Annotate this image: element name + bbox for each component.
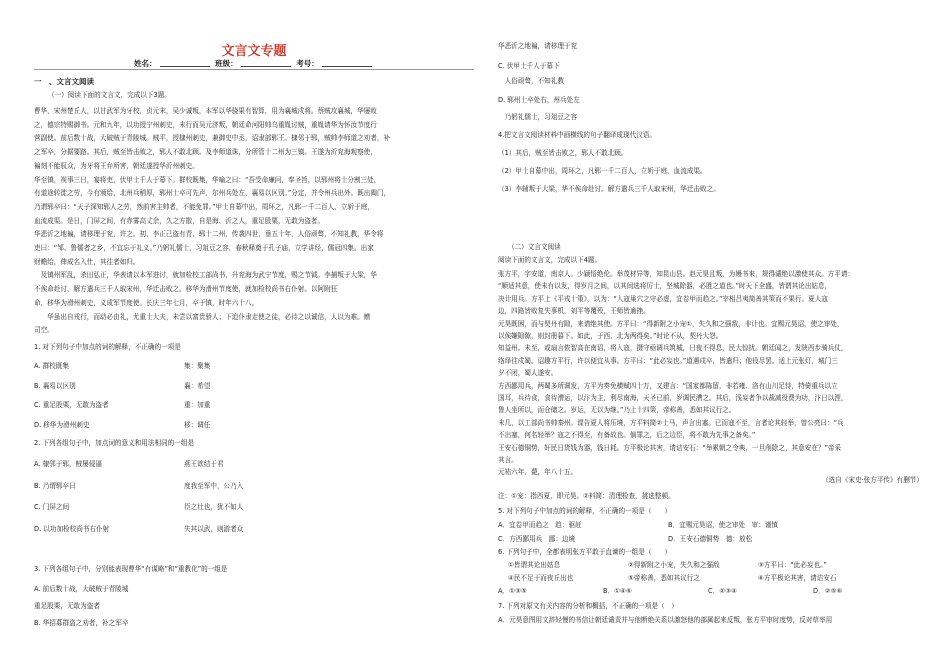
passage-line: 络绎往戍蜀。诏趣方平行，许以便宜从事。方平曰：“此必妄也。”道遇戍卒，皆遣归；他役尽罢。适上元张灯，城门三 [498, 356, 838, 365]
passage-line: 有道途转徙之劳，今有颁给，北州兵稍厚，郓州士卒可先声，尔州兵处左，襄易以区别。”分定，并令州兵出外。既出阖门， [34, 189, 391, 198]
text-line: （3）李辅叛于大梁，华不俟命赴讨。解方遣兵三千人取宋州，华迁击败之。 [498, 185, 720, 193]
answer-choice: B．①④⑥ [603, 587, 632, 595]
passage-line: 未几，以工部尚书帅秦州。谍告夏人将压境，方平料简②士马，声言出塞。已而寇不至，言者论其轻举，曾公亮曰：“兵 [498, 418, 844, 427]
option-right: 集：聚集 [184, 362, 211, 370]
text-line: （1）其后，贼至皆击败之，郓人不敢北顾。 [498, 149, 628, 157]
question-3-line: 重足股栗，无敢为盗者 [34, 602, 100, 610]
passage-line: 夕不闭，蜀人遂安。 [498, 369, 558, 378]
text-line: （2）甲士自幕中出，周环之，凡郓一千二百人，立斩于庭，血流成渠。 [498, 167, 707, 175]
section-heading: 一 、文言文阅读 [34, 77, 94, 86]
question-6-stem: 6. 下列句子中，全都表明张方平敢于直谏的一组是（ ） [498, 548, 672, 556]
passage-line: 决计用兵。方平上《平戎十策》，以为：“入寇巢穴之守必虚，宜卷甲而趋之。”宰相吕夷简善其策而不果行。夏人寇 [498, 294, 828, 303]
passage-line: 国耳，兵待食，食待漕运，以汴为主，利尽南海，天圣已前，岁调民漕之。其后，浅妄者争以裁减役费为功，汴日以湮， [498, 394, 848, 402]
answer-choice: A．①③⑤ [498, 587, 527, 595]
option-left: D. 以功加检校尚书右仆射 [34, 524, 110, 533]
option-left: B. 乃谓郓卒曰 [34, 481, 76, 490]
passage-line: 不俟命赴讨，解方遣兵三千人取宋州，华迁击败之。移华为滑州节度使，就加检校尚书右仆射。以阿附狂 [34, 285, 338, 294]
passage-line: 财赡给，俾成名入仕，其往者如归。 [34, 257, 140, 266]
option-right: 襄：希望 [184, 381, 211, 390]
question-2-stem: 2. 下列各组句子中，加点词的意义和用法相同的一组是 [34, 439, 195, 447]
class-label: 班级： [215, 59, 238, 68]
option-right: 燕王欲结于君 [184, 460, 224, 468]
text-line: 华恶沂之地褊，请移理于兖 [498, 42, 578, 50]
source-note: （选自《宋史·张方平传》有删节） [821, 476, 923, 484]
passage-line: 褊刻不能驭众，为牙将王弁所害，朝廷遂授华沂州刺史。 [34, 161, 199, 170]
option-item: ④民不足于而夜丘出也 [508, 574, 574, 582]
section-2-heading: （二）文言文阅读 [508, 243, 561, 251]
name-label: 姓名： [134, 59, 157, 68]
passage-line: 曹华，宋州楚丘人，以甘武军为牙校，贞元末，吴少诚叛，本军以华骁果有智算，用为襄城戍将。蔡贼攻襄城，华屡败 [34, 107, 377, 115]
passage-line: 其言。 [498, 456, 518, 464]
option-left: B. 襄易以区别 [34, 381, 76, 390]
question-3-line: A. 前后数十战，大破贼于青陵城 [34, 585, 129, 593]
passage-line: 华恶沂之地褊，请移理于兖，许之。初，李正己盗有青、郓十二州，传袭四世，垂五十年，人俗顽骜，不知礼教，华令将 [34, 230, 384, 239]
question-3-stem: 3. 下列各组句子中，分别能表现曹华“有谋略”和“重教化”的一组是 [34, 565, 228, 573]
annotation-notes: 注：①宠：指西夏，即元昊。②料简：清理检查，挑选整顿。 [498, 492, 675, 500]
option-left: A. 棣邻于郓，贼屡侵逼 [34, 460, 102, 468]
passage-line: 不出塞，何名轻举？寇之不得至，有备故也。倘罪之，后之边臣，将不敢为先事之备矣。” [498, 431, 756, 440]
text-line: C. 伏甲士千人于幕下 [498, 62, 560, 70]
passage-line: “顺适其意，使未有以发，得岁月之间，以其间选将厉士，坚城除器，必胜之道也。”时天下全盛，皆谓其论出姑息， [498, 282, 832, 291]
page-title: 文言文专题 [221, 44, 287, 59]
passage-line: 王安石德铜势，奸民日货钱为器，钱日耗。方平极论其害，请诘安石：“举累朝之令典，一旦削除之，其意安在？”帝采 [498, 443, 842, 452]
question-7-stem: 7. 下列对原文有关内容的分析和概括，不正确的一项是（ ） [498, 602, 678, 610]
option-left: C．方西鄙用兵 鄙：边境 [498, 535, 576, 543]
question-7-option-a: A．元昊意图用文辞轻慢的书信让朝廷谴责并与他断绝关系以激怒他的部属起来反叛，张方平审时度势，反对草率用 [498, 616, 833, 624]
passage-line: 营副使。前后数十战，大破贼于青陵城。贼平，授棣州刺史，兼御史中丞，诏隶部郓王。棣邻于郓，贼帅李师道之劝者，补 [34, 134, 391, 143]
option-left: D. 移华为滑州刺史 [34, 420, 90, 429]
option-left: C. 重足股栗，无敢为盗者 [34, 401, 109, 409]
passage-line: 华至镇，视事三日，宴将吏，伏甲士千人于幕下。群校既集，华喻之曰：“吾受命廉问，奉圣旨，以郓州将士分割三处， [34, 175, 381, 184]
option-right: 移：调任 [184, 420, 211, 429]
student-info-line [134, 58, 375, 69]
option-left: A．宜卷甲而趋之 趋：驱赶 [498, 521, 582, 529]
passage-line: 元昊既困，而与契丹有隙，来请绝其使。方平曰：“得新附之小宠①，失久和之强敌，非计也。宜赐元昊诏，使之审处， [498, 319, 844, 328]
option-item: ⑥方平极论其害，请诘安石 [758, 574, 837, 582]
passage-line: 血流成渠。是日，门屏之间，有赤雾高丈余，久之方散，自是海、沂之人，重足股栗，无敢为盗者。 [34, 216, 325, 225]
passage-line: 张方平，字安道，南京人。少颖悟绝伦。举茂材异等，知昆山县。赵元昊且叛，为嫚书来，规得谴绝以激使其众。方平请： [498, 270, 855, 278]
option-right: D．王安石德铜势 德：放松 [668, 535, 753, 543]
passage-line: 吏曰：“邹、鲁儒者之乡，不宜忘于礼义。”乃躬礼儒士，习俎豆之容，春秋释奠于孔子庙，立学讲经，儒冠四集。出家 [34, 244, 374, 252]
text-line: 人俗顽骜，不知礼教 [498, 77, 564, 85]
passage-line: 边，四路皆败复失事机，刘平等覆殁，王师皆逾挫。 [498, 307, 650, 316]
text-line: 4.把文言文阅读材料中画横线的句子翻译成现代汉语。 [498, 131, 656, 139]
option-item: ⑤帝称善，悉如其议行之 [628, 574, 700, 582]
passage-line: 及镇州军乱，杀田弘正，华表请以本军进讨，就加检校工部尚书，升兖海为武宁节度，赐之节钺。李捕叛于大梁，华 [34, 271, 377, 280]
exam-number-label: 考号： [296, 59, 319, 68]
header-divider [34, 69, 474, 70]
exam-number-blank [322, 59, 372, 67]
question-3-line: B. 华招募群盗之劝者，补之军卒 [34, 619, 129, 627]
option-left: A. 群校既集 [34, 362, 69, 370]
passage-line: 元祐六年，薨，年八十五。 [498, 468, 578, 477]
passage-line: 乃谓郓卒曰：“天子深知郓人之劳，然前害主帅者，不能免罪。”甲士自幕中出，周环之，凡郓一千二百人，立斩于庭， [34, 202, 374, 211]
option-right: B．宜赐元昊诏，使之审处 审：谨慎 [668, 521, 779, 529]
reading-instruction-1: （一）阅读下面的文言文，完成以下3题。 [48, 91, 171, 99]
passage-line: 华虽出自戎行，而动必由礼，尤重士大夫，未尝以富贵骄人；下迨仆隶走使之徒，必待之以诚信，人以为难。赠 [34, 312, 371, 321]
passage-line: 之军卒，分据要路。其后，贼至皆击败之，郓人不敢北顾。及李师道诛，分所管十二州为三镇。王遂为沂兖海观察使， [34, 148, 377, 157]
option-right: 失其以武，则游者众 [184, 524, 244, 533]
answer-choice: D．②⑤⑥ [813, 587, 843, 595]
passage-line: 之，德宗特赐御书。元和九年，以功授宁州刺史，未行而吴元济叛，朝廷命河阳帅乌重胤讨贼，重胤请华为怀汝节度行 [34, 120, 377, 129]
option-right: 重：加重 [184, 401, 211, 409]
passage-line: 知益州。未至，或扇言侬智高在南诏，将入寇，摄守亟调兵筑城，日夜不得息，民大惊扰。朝廷闻之，发陕西步骑兵仗， [498, 344, 848, 353]
passage-line: 司空。 [34, 326, 54, 335]
option-right: 臣之壮也，犹不如人 [184, 503, 244, 511]
answer-choice: C．②③④ [708, 587, 737, 595]
option-item: ①皆谓其论出姑息 [508, 561, 561, 569]
reading-instruction-2: 阅读下面的文言文，完成以下4题。 [498, 256, 602, 264]
passage-line: 鲁人坐所以，而仓储之。岁运，无以为继。”乃上十四策，帝称善，悉如其议行之。 [498, 406, 736, 415]
name-blank [160, 59, 210, 67]
option-item: ③方平曰：“此必妄也。” [758, 561, 827, 569]
text-line: D. 郓州士卒处右，州兵处左 [498, 96, 580, 104]
passage-line: 方西鄙用兵，两蜀多所调发，方平为奏免横赋四十万，又建言：“国家都陈留，非若雍、洛有山川足恃，特倚重兵以立 [498, 381, 838, 390]
passage-line: 以俟嫌隙隙，则封册暮下。如此，于西、北为两得矣。”时论不从，契丹大怨。 [498, 332, 723, 340]
class-blank [241, 59, 291, 67]
question-5-stem: 5. 对下列句子中加点的词的解释，不正确的一项是（ ） [498, 507, 672, 515]
question-1-stem: 1. 对下列句子中加点的词的解释，不正确的一项是 [34, 343, 181, 351]
option-item: ②得新附之小宠，失久和之强敌 [628, 561, 720, 569]
passage-line: 命，移华为滑州刺史，义成军节度使。长庆三年七月，卒于镇，时年六十八。 [34, 298, 259, 307]
option-left: C. 门屏之间 [34, 503, 70, 511]
text-line: 乃躬礼儒士，习俎豆之容 [498, 113, 578, 121]
option-right: 度我至军中，公乃入 [184, 481, 244, 490]
